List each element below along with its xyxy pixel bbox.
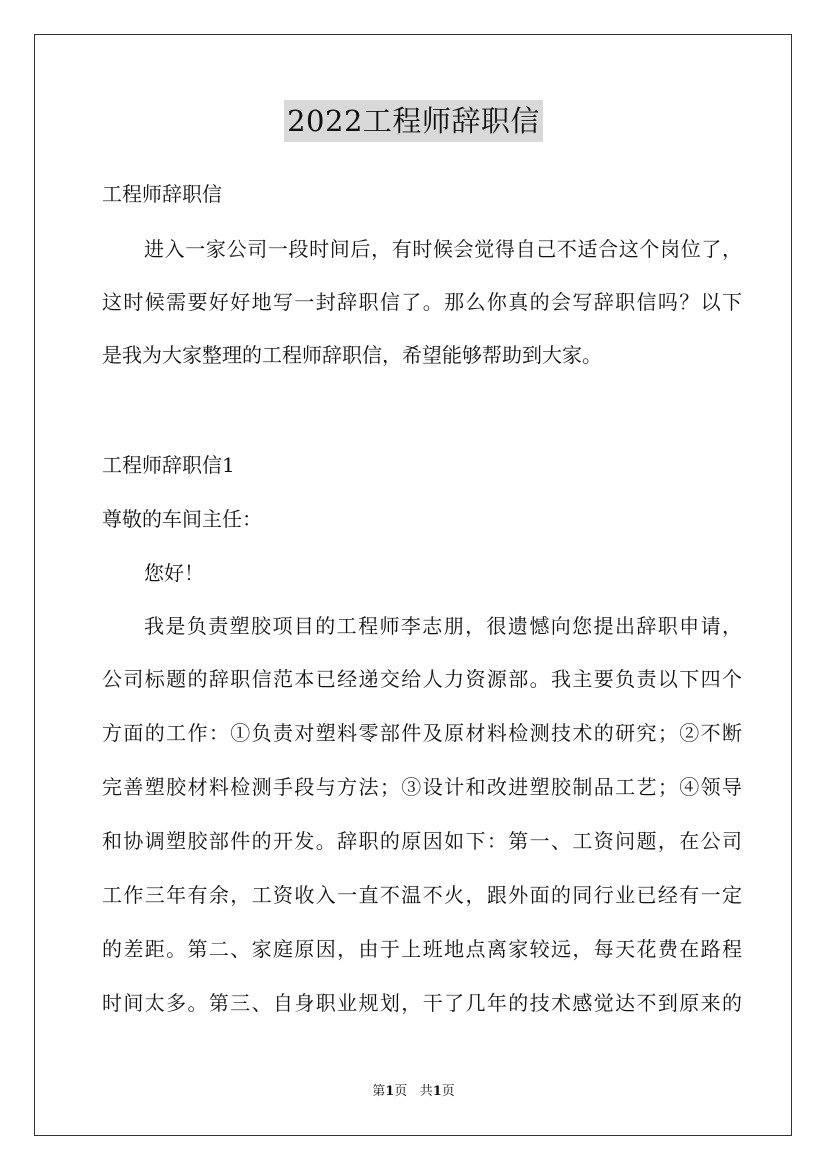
intro-line-1: 进入一家公司一段时间后，有时候会觉得自己不适合这个岗位了， xyxy=(144,237,742,261)
total-number: 1 xyxy=(432,1084,442,1099)
body-line-3: 方面的工作：①负责对塑料零部件及原材料检测技术的研究；②不断 xyxy=(102,721,742,745)
total-suffix: 页 xyxy=(441,1084,455,1099)
body-line-8: 时间太多。第三、自身职业规划，干了几年的技术感觉达不到原来的 xyxy=(102,991,742,1015)
salutation: 尊敬的车间主任： xyxy=(102,507,262,531)
page-footer xyxy=(0,1084,827,1100)
title-container xyxy=(0,100,827,142)
page-number: 1 xyxy=(385,1084,395,1099)
body-line-6: 工作三年有余，工资收入一直不温不火，跟外面的同行业已经有一定 xyxy=(102,883,742,907)
page-suffix: 页 xyxy=(394,1084,408,1099)
intro-line-2: 这时候需要好好地写一封辞职信了。那么你真的会写辞职信吗？以下 xyxy=(102,290,742,314)
body-line-4: 完善塑胶材料检测手段与方法；③设计和改进塑胶制品工艺；④领导 xyxy=(102,775,742,799)
body-line-7: 的差距。第二、家庭原因，由于上班地点离家较远，每天花费在路程 xyxy=(102,937,742,961)
greeting: 您好！ xyxy=(144,561,204,585)
section-heading: 工程师辞职信1 xyxy=(102,453,235,477)
total-prefix: 共 xyxy=(419,1084,433,1099)
intro-line-3: 是我为大家整理的工程师辞职信，希望能够帮助到大家。 xyxy=(102,343,602,367)
document-title: 2022工程师辞职信 xyxy=(284,100,543,142)
body-line-5: 和协调塑胶部件的开发。辞职的原因如下：第一、工资问题，在公司 xyxy=(102,829,742,853)
document-subtitle: 工程师辞职信 xyxy=(102,182,222,206)
page-prefix: 第 xyxy=(372,1084,386,1099)
body-line-2: 公司标题的辞职信范本已经递交给人力资源部。我主要负责以下四个 xyxy=(102,667,742,691)
body-line-1: 我是负责塑胶项目的工程师李志朋，很遗憾向您提出辞职申请， xyxy=(144,614,742,638)
